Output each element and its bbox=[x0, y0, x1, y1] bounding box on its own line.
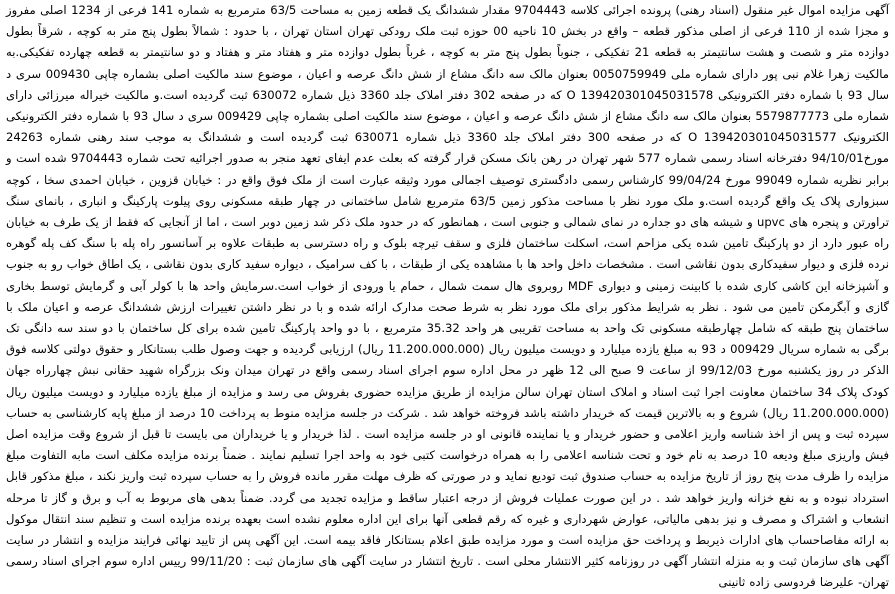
auction-notice-text: آگهی مزایده اموال غیر منقول (اسناد رهنی) پرونده اجرائی کلاسه 9704443 مقدار ششدانگ یک قطعه زمین به مساحت 63/5 مترمربع به شماره 141 فرعی از 1234 اصلی مفروز و مجزا شده از 110 فرعی از اصلی مذکور قطعه – واقع در بخش 10 ناحیه 00 حوزه ثبت ملک رودکی تهران استان تهران ، با حدود : شمالاً بطول پنج متر به کوچه ، شرقاً بطول دوازده متر و شصت و هشت سانتیمتر به قطعه 21 تفکیکی ، جنوباً بطول پنج متر به کوچه ، غرباً بطول دوازده متر و هفتاد متر و هفتاد و دو سانتیمتر به قطعه چهارده تفکیکی.به مالکیت زهرا غلام نبی پور دارای شماره ملی 0050759949 بعنوان مالک سه دانگ مشاع از شش دانگ عرصه و اعیان ، موضوع سند مالکیت اصلی بشماره چاپی 009430 سری د سال 93 با شماره دفتر الکترونیکی 139420301045031578 O که در صفحه 302 دفتر املاک جلد 3360 ذیل شماره 630072 ثبت گردیده است.و مالکیت خیراله میرزائی دارای شماره ملی 5579877773 بعنوان مالک سه دانگ مشاع از شش دانگ عرصه و اعیان ، موضوع سند مالکیت اصلی بشماره چاپی 009429 سری د سال 93 با شماره دفتر الکترونیکی الکترونیک 139420301045031577 O که در صفحه 300 دفتر املاک جلد 3360 ذیل شماره 630071 ثبت گردیده است و ششدانگ به موجب سند رهنی شماره 24263 مورخ94/10/01 دفترخانه اسناد رسمی شماره 577 شهر تهران در رهن بانک مسکن قرار گرفته که بعلت عدم ایفای تعهد منجر به صدور اجرائیه تحت شماره 9704443 شده است و برابر نظریه شماره 99049 مورخ 99/04/24 کارشناس رسمی دادگستری توصیف اجمالی مورد وثیقه عبارت است از ملک فوق واقع در : خیابان قزوین ، خیابان احمدی سخا ، کوچه سبزواری پلاک یک واقع گردیده است.و ملک مورد نظر با مساحت مذکور زمین 63/5 مترمربع شامل ساختمانی در چهار طبقه مسکونی روی پیلوت پارکینگ و انباری ، بانمای سنگ تراورتن و پنجره های upvc و شیشه های دو جداره در نمای شمالی و جنوبی است ، همانطور که در حدود ملک ذکر شد زمین دوبر است ، اما از آنجایی که فقط از یک طرف به خیابان راه عبور دارد از دو پارکینگ تامین شده یکی مزاحم است، اسکلت ساختمان فلزی و سقف تیرچه بلوک و راه دسترسی به طبقات علاوه بر آسانسور راه پله با سنگ کف پله گوهره نرده فلزی و دیوار سفیدکاری بدون نقاشی است . مشخصات داخل واحد ها با مشاهده یکی از طبقات ، با کف سرامیک ، دیواره سفید کاری بدون نقاشی ، یک اطاق خواب رو به جنوب و آشپزخانه این کاشی کاری شده با کابینت زمینی و دیواری MDF روبروی هال سمت شمال ، حمام یا ورودی از خواب است.سرمایش واحد ها با کولر آبی و گرمایش توسط بخاری گازی و آبگرمکن تامین می شود . نظر به شرایط مذکور برای ملک مورد نظر به شرط صحت مدارک ارائه شده و با در نظر داشتن تغییرات ارزش ششدانگ عرصه و اعیان ملک با ساختمان پنج طبقه که شامل چهارطبقه مسکونی تک واحد به مساحت تقریبی هر واحد 35.32 مترمربع ، با دو واحد پارکینگ تامین شده برای کل ساختمان با دو سند سه دانگی تک برگی به شماره سریال 009429 د 93 به مبلغ یازده میلیارد و دویست میلیون ریال (11.200.000.000 ریال) ارزیابی گردیده و جهت وصول طلب بستانکار و حقوق دولتی کلاسه فوق الذکر در روز یکشنبه مورخ 99/12/03 از ساعت 9 صبح الی 12 ظهر در محل اداره سوم اجرای اسناد رسمی واقع در تهران میدان ونک بزرگراه شهید حقانی نبش چهارراه جهان کودک پلاک 34 ساختمان معاونت اجرا ثبت اسناد و املاک استان تهران سالن مزایده از طریق مزایده حضوری بفروش می رسد و مزایده از مبلغ یازده میلیارد و دویست میلیون ریال (11.200.000.000 ریال) شروع و به بالاترین قیمت که خریدار داشته باشد فروخته خواهد شد . شرکت در جلسه مزایده منوط به پرداخت 10 درصد از مبلغ پایه کارشناسی به حساب سپرده ثبت و پس از اخذ شناسه واریز اعلامی و حضور خریدار و یا نماینده قانونی او در جلسه مزایده است . لذا خریدار و یا خریداران می بایست تا قبل از شروع وقت مزایده اصل فیش واریزی مبلغ ودیعه 10 درصد به نام خود و تحت شناسه اعلامی را به همراه درخواست کتبی خود به واحد اجرا تسلیم نمایند . ضمناً برنده مزایده مکلف است مابه التفاوت مبلغ مزایده را ظرف مدت پنج روز از تاریخ مزایده به حساب صندوق ثبت تودیع نماید و در صورتی که ظرف مهلت مقرر مانده فروش را به حساب سپرده ثبت واریز نکند ، مبلغ مذکور قابل استرداد نبوده و به نفع خزانه واریز خواهد شد . در این صورت عملیات فروش از درجه اعتبار ساقط و مزایده تجدید می گردد. ضمناً بدهی های مربوط به آب و برق و گاز تا مرحله انشعاب و اشتراک و مصرف و نیز بدهی مالیاتی، عوارض شهرداری و غیره که رقم قطعی آنها برای این اداره معلوم نشده است بعهده برنده مزایده است و تنظیم سند انتقال موکول به ارائه مفاصاحساب های ادارات ذیربط و پرداخت حق مزایده است و مورد مزایده طبق اعلام بستانکار فاقد بیمه است. این آگهی پس از تایید نهائی فرایند مزایده و انتشار در سایت آگهی های سازمان ثبت و به منزله انتشار آگهی در روزنامه کثیر الانتشار محلی است . تاریخ انتشار در سایت آگهی های سازمان ثبت : 99/11/20 رییس اداره سوم اجرای اسناد رسمی تهران- علیرضا فردوسی زاده ثانینی bbox=[6, 3, 890, 590]
